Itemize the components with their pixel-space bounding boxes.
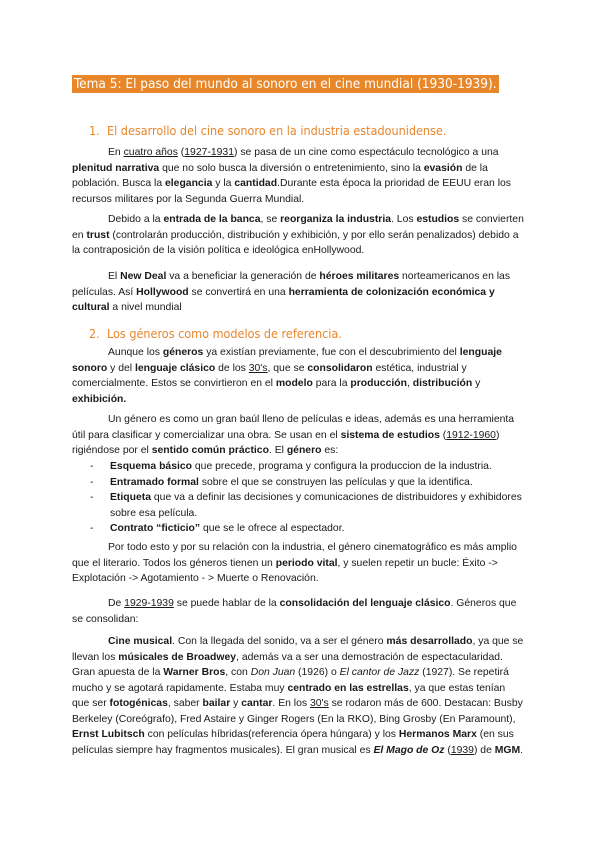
section-2-paragraph-2: Un género es como un gran baúl lleno de películas e ideas, además es una herramienta útil para clasificar y comercializar una obra. Se usan en el sistema de estudios (1912-1960) rigiéndose por el sentido común práctico. El género es:	[72, 414, 515, 456]
list-item: - Entramado formal sobre el que se construyen las películas y que la identifica.	[90, 476, 473, 488]
genre-definition-list	[72, 459, 524, 537]
section-2-number: 2.	[89, 326, 100, 341]
list-item: - Etiqueta que va a definir las decisiones y comunicaciones de distribuidores y exhibidores sobre esa película.	[90, 492, 522, 519]
section-2-heading	[89, 326, 342, 342]
section-1-heading-text: El desarrollo del cine sonoro en la industria estadounidense.	[107, 123, 447, 138]
section-1-number: 1.	[89, 123, 100, 138]
list-item: - Esquema básico que precede, programa y configura la produccion de la industria.	[90, 461, 492, 472]
section-1-paragraph-2: Debido a la entrada de la banca, se reorganiza la industria. Los estudios se convierten en trust (controlarán producción, distribución y exhibición, y por ello serán penalizados) debido a la contraposición de la visión política e ideológica enHollywood.	[72, 214, 524, 256]
section-2-paragraph-4: De 1929-1939 se puede hablar de la consolidación del lenguaje clásico. Géneros que se consolidan:	[72, 598, 517, 625]
document-title: Tema 5: El paso del mundo al sonoro en el cine mundial (1930-1939).	[74, 76, 497, 92]
section-2-heading-text: Los géneros como modelos de referencia.	[107, 326, 342, 341]
section-2-paragraph-1: Aunque los géneros ya existían previamente, fue con el descubrimiento del lenguaje sonoro y del lenguaje clásico de los 30's, que se consolidaron estética, industrial y comercialmente. Estos se convirtieron en el modelo para la producción, distribución y exhibición.	[72, 347, 502, 405]
section-2-paragraph-5: Cine musical. Con la llegada del sonido, va a ser el género más desarrollado, ya que se llevan los músicales de Broadwey, además va a ser una demostración de espectacularidad. Gran apuesta de la Warner Bros, con Don Juan (1926) o El cantor de Jazz (1927). Se repetirá mucho y se agotará rapidamente. Estaba muy centrado en las estrellas, ya que estas tenían que ser fotogénicas, saber bailar y cantar. En los 30's se rodaron más de 600. Destacan: Busby Berkeley (Coreógrafo), Fred Astaire y Ginger Rogers (En la RKO), Bing Grosby (En Paramount), Ernst Lubitsch con películas híbridas(referencia ópera húngara) y los Hermanos Marx (en sus películas siempre hay fragmentos musicales). El gran musical es El Mago de Oz (1939) de MGM.	[72, 636, 524, 756]
section-1-paragraph-1: En cuatro años (1927-1931) se pasa de un cine como espectáculo tecnológico a una plenitud narrativa que no solo busca la diversión o entretenimiento, sino la evasión de la población. Busca la elegancia y la cantidad.Durante esta época la prioridad de EEUU eran los recursos militares por la Segunda Guerra Mundial.	[72, 147, 511, 205]
section-1-paragraph-3: El New Deal va a beneficiar la generación de héroes militares norteamericanos en las películas. Así Hollywood se convertirá en una herramienta de colonización económica y cultural a nivel mundial	[72, 271, 511, 313]
list-item: - Contrato “ficticio” que se le ofrece al espectador.	[90, 523, 345, 534]
section-1-heading	[89, 123, 446, 139]
section-2-paragraph-3: Por todo esto y por su relación con la industria, el género cinematográfico es más amplio que el literario. Todos los géneros tienen un periodo vital, y suelen repetir un bucle: Éxito -> Explotación -> Agotamiento - > Muerte o Renovación.	[72, 542, 517, 584]
